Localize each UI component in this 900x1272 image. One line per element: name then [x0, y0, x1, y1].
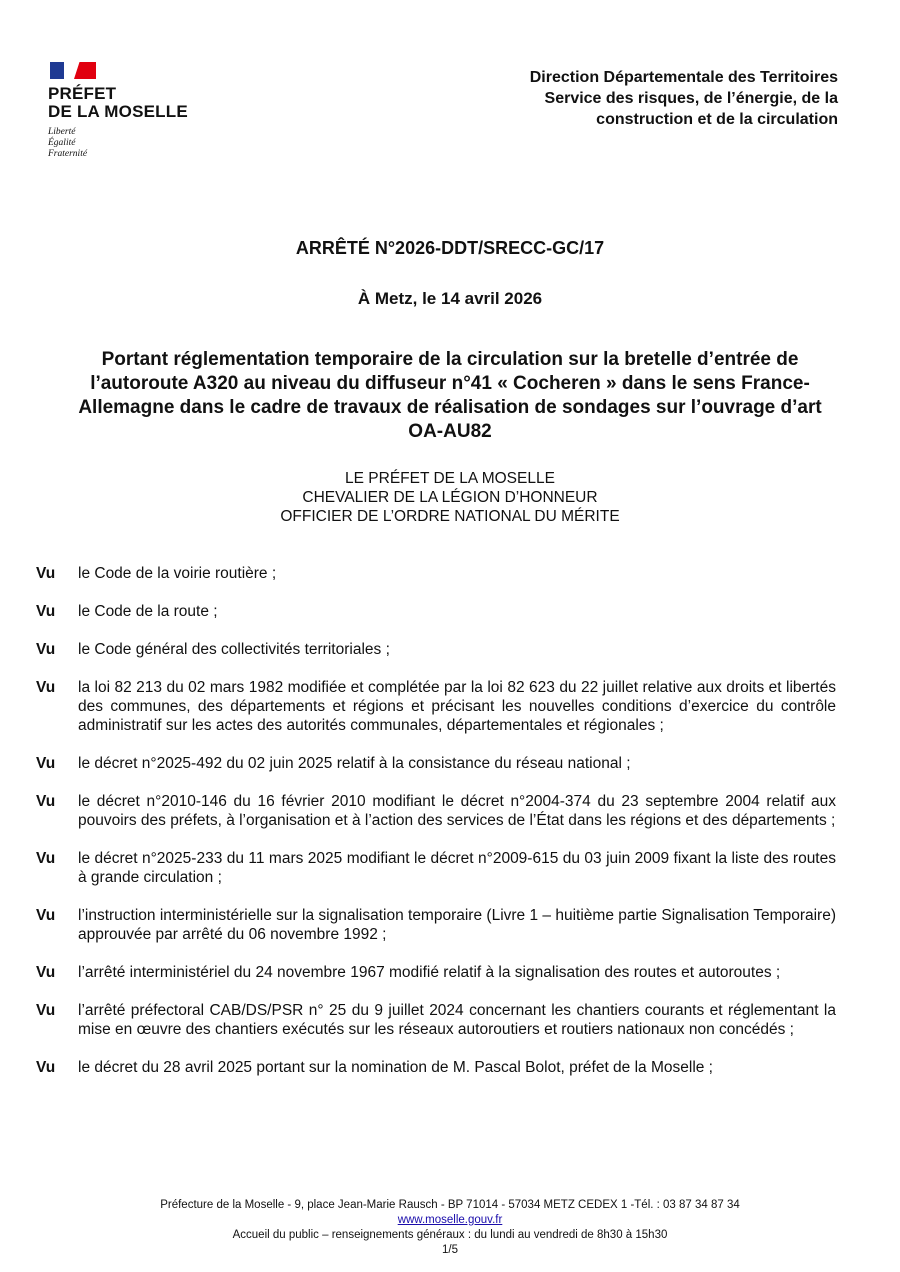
- vu-label: Vu: [36, 1059, 56, 1076]
- page-footer: [0, 1198, 900, 1258]
- vu-text: le décret du 28 avril 2025 portant sur la nomination de M. Pascal Bolot, préfet de la Moselle ;: [78, 1059, 713, 1076]
- footer-address: Préfecture de la Moselle - 9, place Jean-Marie Rausch - BP 71014 - 57034 METZ CEDEX 1 -Tél. : 03 87 34 87 34: [160, 1199, 740, 1211]
- vu-item: [36, 1058, 836, 1077]
- vu-item: [36, 1001, 836, 1039]
- vu-label: Vu: [36, 907, 56, 924]
- prefect-titles: LE PRÉFET DE LA MOSELLE CHEVALIER DE LA LÉGION D’HONNEUR OFFICIER DE L’ORDRE NATIONAL DU MÉRITE: [280, 470, 620, 525]
- vu-label: Vu: [36, 565, 56, 582]
- vu-item: [36, 906, 836, 944]
- vu-label: Vu: [36, 755, 56, 772]
- prefecture-logo: [48, 62, 188, 160]
- legal-references: [36, 564, 836, 1096]
- vu-text: la loi 82 213 du 02 mars 1982 modifiée et complétée par la loi 82 623 du 22 juillet relative aux droits et libertés des communes, des départements et régions et précisant les nouvelles conditions d’exercice du contrôle administratif sur les actes des autorités communales, départementales et régionales ;: [78, 679, 836, 734]
- page-number: 1/5: [442, 1244, 458, 1256]
- vu-item: [36, 754, 836, 773]
- vu-item: [36, 792, 836, 830]
- marianne-flag-icon: [48, 62, 96, 79]
- footer-hours: Accueil du public – renseignements généraux : du lundi au vendredi de 8h30 à 15h30: [232, 1229, 668, 1241]
- vu-text: le décret n°2010-146 du 16 février 2010 modifiant le décret n°2004-374 du 23 septembre 2004 relatif aux pouvoirs des préfets, à l’organisation et à l’action des services de l’État dans les régions et des départements ;: [78, 793, 836, 829]
- issuing-service: Direction Départementale des Territoires Service des risques, de l’énergie, de la construction et de la circulation: [529, 69, 838, 128]
- decree-number: ARRÊTÉ N°2026-DDT/SRECC-GC/17: [295, 238, 605, 258]
- vu-item: [36, 963, 836, 982]
- decree-object: Portant réglementation temporaire de la circulation sur la bretelle d’entrée de l’autoroute A320 au niveau du diffuseur n°41 « Cocheren » dans le sens France- Allemagne dans le cadre de travaux de réalisation de sondages sur l’ouvrage d’art OA-AU82: [78, 349, 822, 442]
- vu-item: [36, 678, 836, 735]
- vu-label: Vu: [36, 964, 56, 981]
- vu-label: Vu: [36, 603, 56, 620]
- vu-item: [36, 849, 836, 887]
- vu-label: Vu: [36, 641, 56, 658]
- vu-label: Vu: [36, 793, 56, 810]
- vu-text: l’arrêté interministériel du 24 novembre 1967 modifié relatif à la signalisation des routes et autoroutes ;: [78, 964, 781, 981]
- vu-item: [36, 602, 836, 621]
- decree-date: À Metz, le 14 avril 2026: [357, 289, 543, 308]
- vu-text: l’arrêté préfectoral CAB/DS/PSR n° 25 du 9 juillet 2024 concernant les chantiers courants et réglementant la mise en œuvre des chantiers exécutés sur les réseaux autoroutiers et routiers nationaux non concédés ;: [78, 1002, 836, 1038]
- vu-text: le décret n°2025-233 du 11 mars 2025 modifiant le décret n°2009-615 du 03 juin 2009 fixant la liste des routes à grande circulation ;: [78, 850, 836, 886]
- vu-item: [36, 640, 836, 659]
- vu-text: le Code de la voirie routière ;: [78, 565, 277, 582]
- vu-item: [36, 564, 836, 583]
- logo-title: PRÉFET DE LA MOSELLE: [48, 84, 188, 121]
- vu-text: l’instruction interministérielle sur la signalisation temporaire (Livre 1 – huitième partie Signalisation Temporaire) approuvée par arrêté du 06 novembre 1992 ;: [78, 907, 836, 943]
- logo-motto: Liberté Égalité Fraternité: [48, 127, 88, 159]
- vu-label: Vu: [36, 679, 56, 696]
- vu-text: le décret n°2025-492 du 02 juin 2025 relatif à la consistance du réseau national ;: [78, 755, 631, 772]
- vu-label: Vu: [36, 850, 56, 867]
- vu-text: le Code de la route ;: [78, 603, 218, 620]
- vu-label: Vu: [36, 1002, 56, 1019]
- footer-website-link[interactable]: www.moselle.gouv.fr: [397, 1214, 503, 1226]
- vu-text: le Code général des collectivités territoriales ;: [78, 641, 390, 658]
